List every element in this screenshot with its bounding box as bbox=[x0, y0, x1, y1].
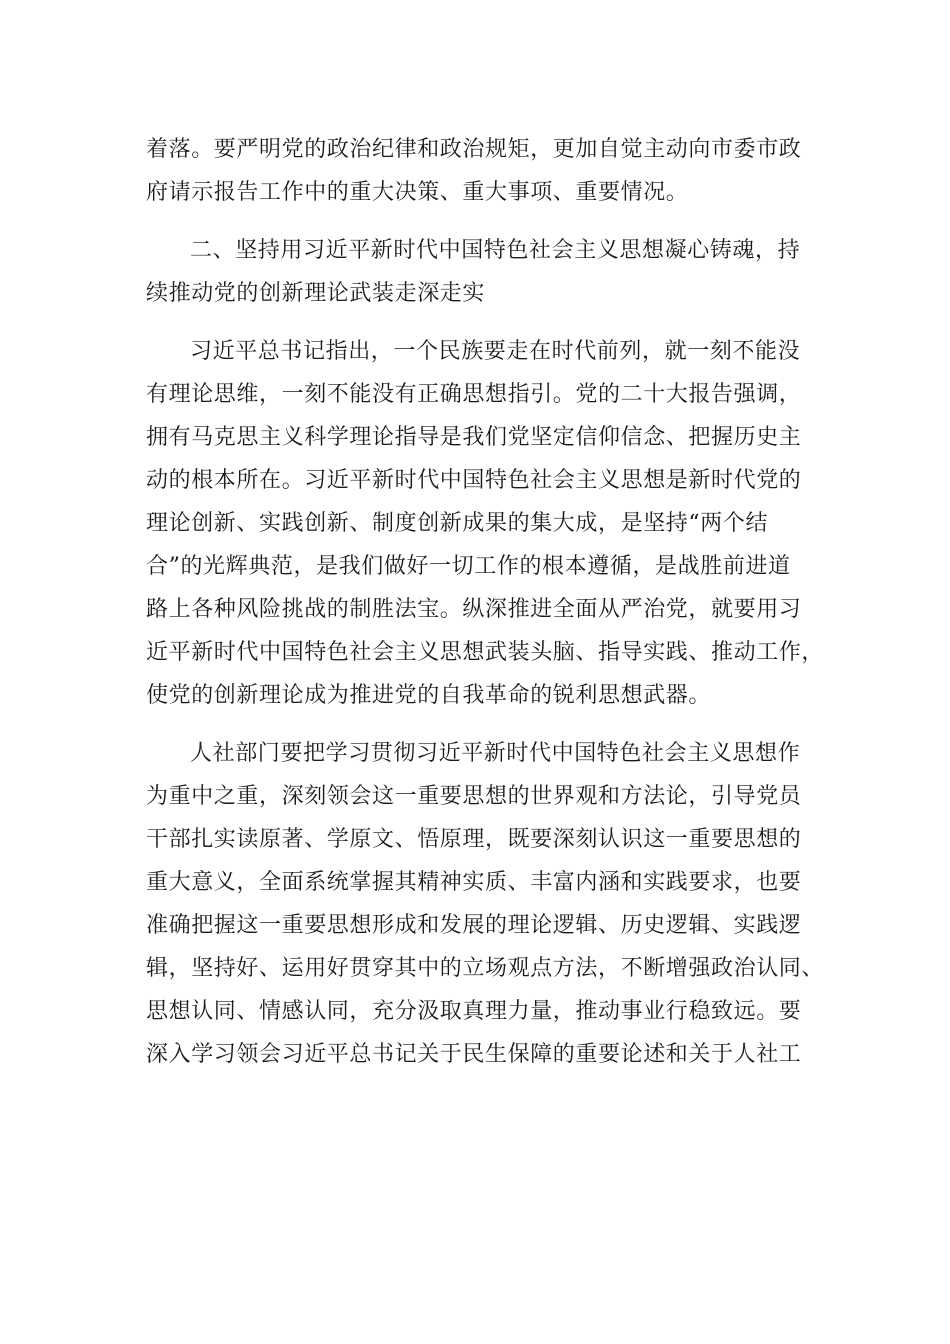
text-line: 府请示报告工作中的重大决策、重大事项、重要情况。 bbox=[146, 180, 689, 205]
text-line: 拥有马克思主义科学理论指导是我们党坚定信仰信念、把握历史主 bbox=[146, 425, 802, 450]
text-line: 辑，坚持好、运用好贯穿其中的立场观点方法，不断增强政治认同、 bbox=[146, 956, 825, 981]
text-line: 有理论思维，一刻不能没有正确思想指引。党的二十大报告强调， bbox=[146, 382, 802, 407]
text-line: 动的根本所在。习近平新时代中国特色社会主义思想是新时代党的 bbox=[146, 468, 802, 493]
section-heading bbox=[146, 229, 810, 315]
text-line: 使党的创新理论成为推进党的自我革命的锐利思想武器。 bbox=[146, 683, 712, 708]
text-line: 近平新时代中国特色社会主义思想武装头脑、指导实践、推动工作， bbox=[146, 640, 825, 665]
text-line: 为重中之重，深刻领会这一重要思想的世界观和方法论，引导党员 bbox=[146, 784, 802, 809]
text-line: 着落。要严明党的政治纪律和政治规矩，更加自觉主动向市委市政 bbox=[146, 137, 802, 162]
text-line: 习近平总书记指出，一个民族要走在时代前列，就一刻不能没 bbox=[190, 339, 801, 364]
text-line: 深入学习领会习近平总书记关于民生保障的重要论述和关于人社工 bbox=[146, 1042, 802, 1067]
text-line: 重大意义，全面系统掌握其精神实质、丰富内涵和实践要求，也要 bbox=[146, 870, 802, 895]
text-line: 理论创新、实践创新、制度创新成果的集大成，是坚持“两个结 bbox=[146, 511, 769, 536]
paragraph-continuation bbox=[146, 128, 810, 214]
text-line: 思想认同、情感认同，充分汲取真理力量，推动事业行稳致远。要 bbox=[146, 999, 802, 1024]
text-line: 干部扎实读原著、学原文、悟原理，既要深刻认识这一重要思想的 bbox=[146, 827, 802, 852]
text-line: 人社部门要把学习贯彻习近平新时代中国特色社会主义思想作 bbox=[190, 741, 801, 766]
text-line: 路上各种风险挑战的制胜法宝。纵深推进全面从严治党，就要用习 bbox=[146, 597, 802, 622]
heading-line: 二、坚持用习近平新时代中国特色社会主义思想凝心铸魂，持 bbox=[190, 238, 801, 263]
heading-line: 续推动党的创新理论武装走深走实 bbox=[146, 281, 486, 306]
text-line: 准确把握这一重要思想形成和发展的理论逻辑、历史逻辑、实践逻 bbox=[146, 913, 802, 938]
paragraph bbox=[146, 732, 825, 1076]
text-line: 合”的光辉典范，是我们做好一切工作的根本遵循，是战胜前进道 bbox=[146, 554, 791, 579]
document-body bbox=[146, 128, 825, 1076]
paragraph bbox=[146, 330, 825, 717]
